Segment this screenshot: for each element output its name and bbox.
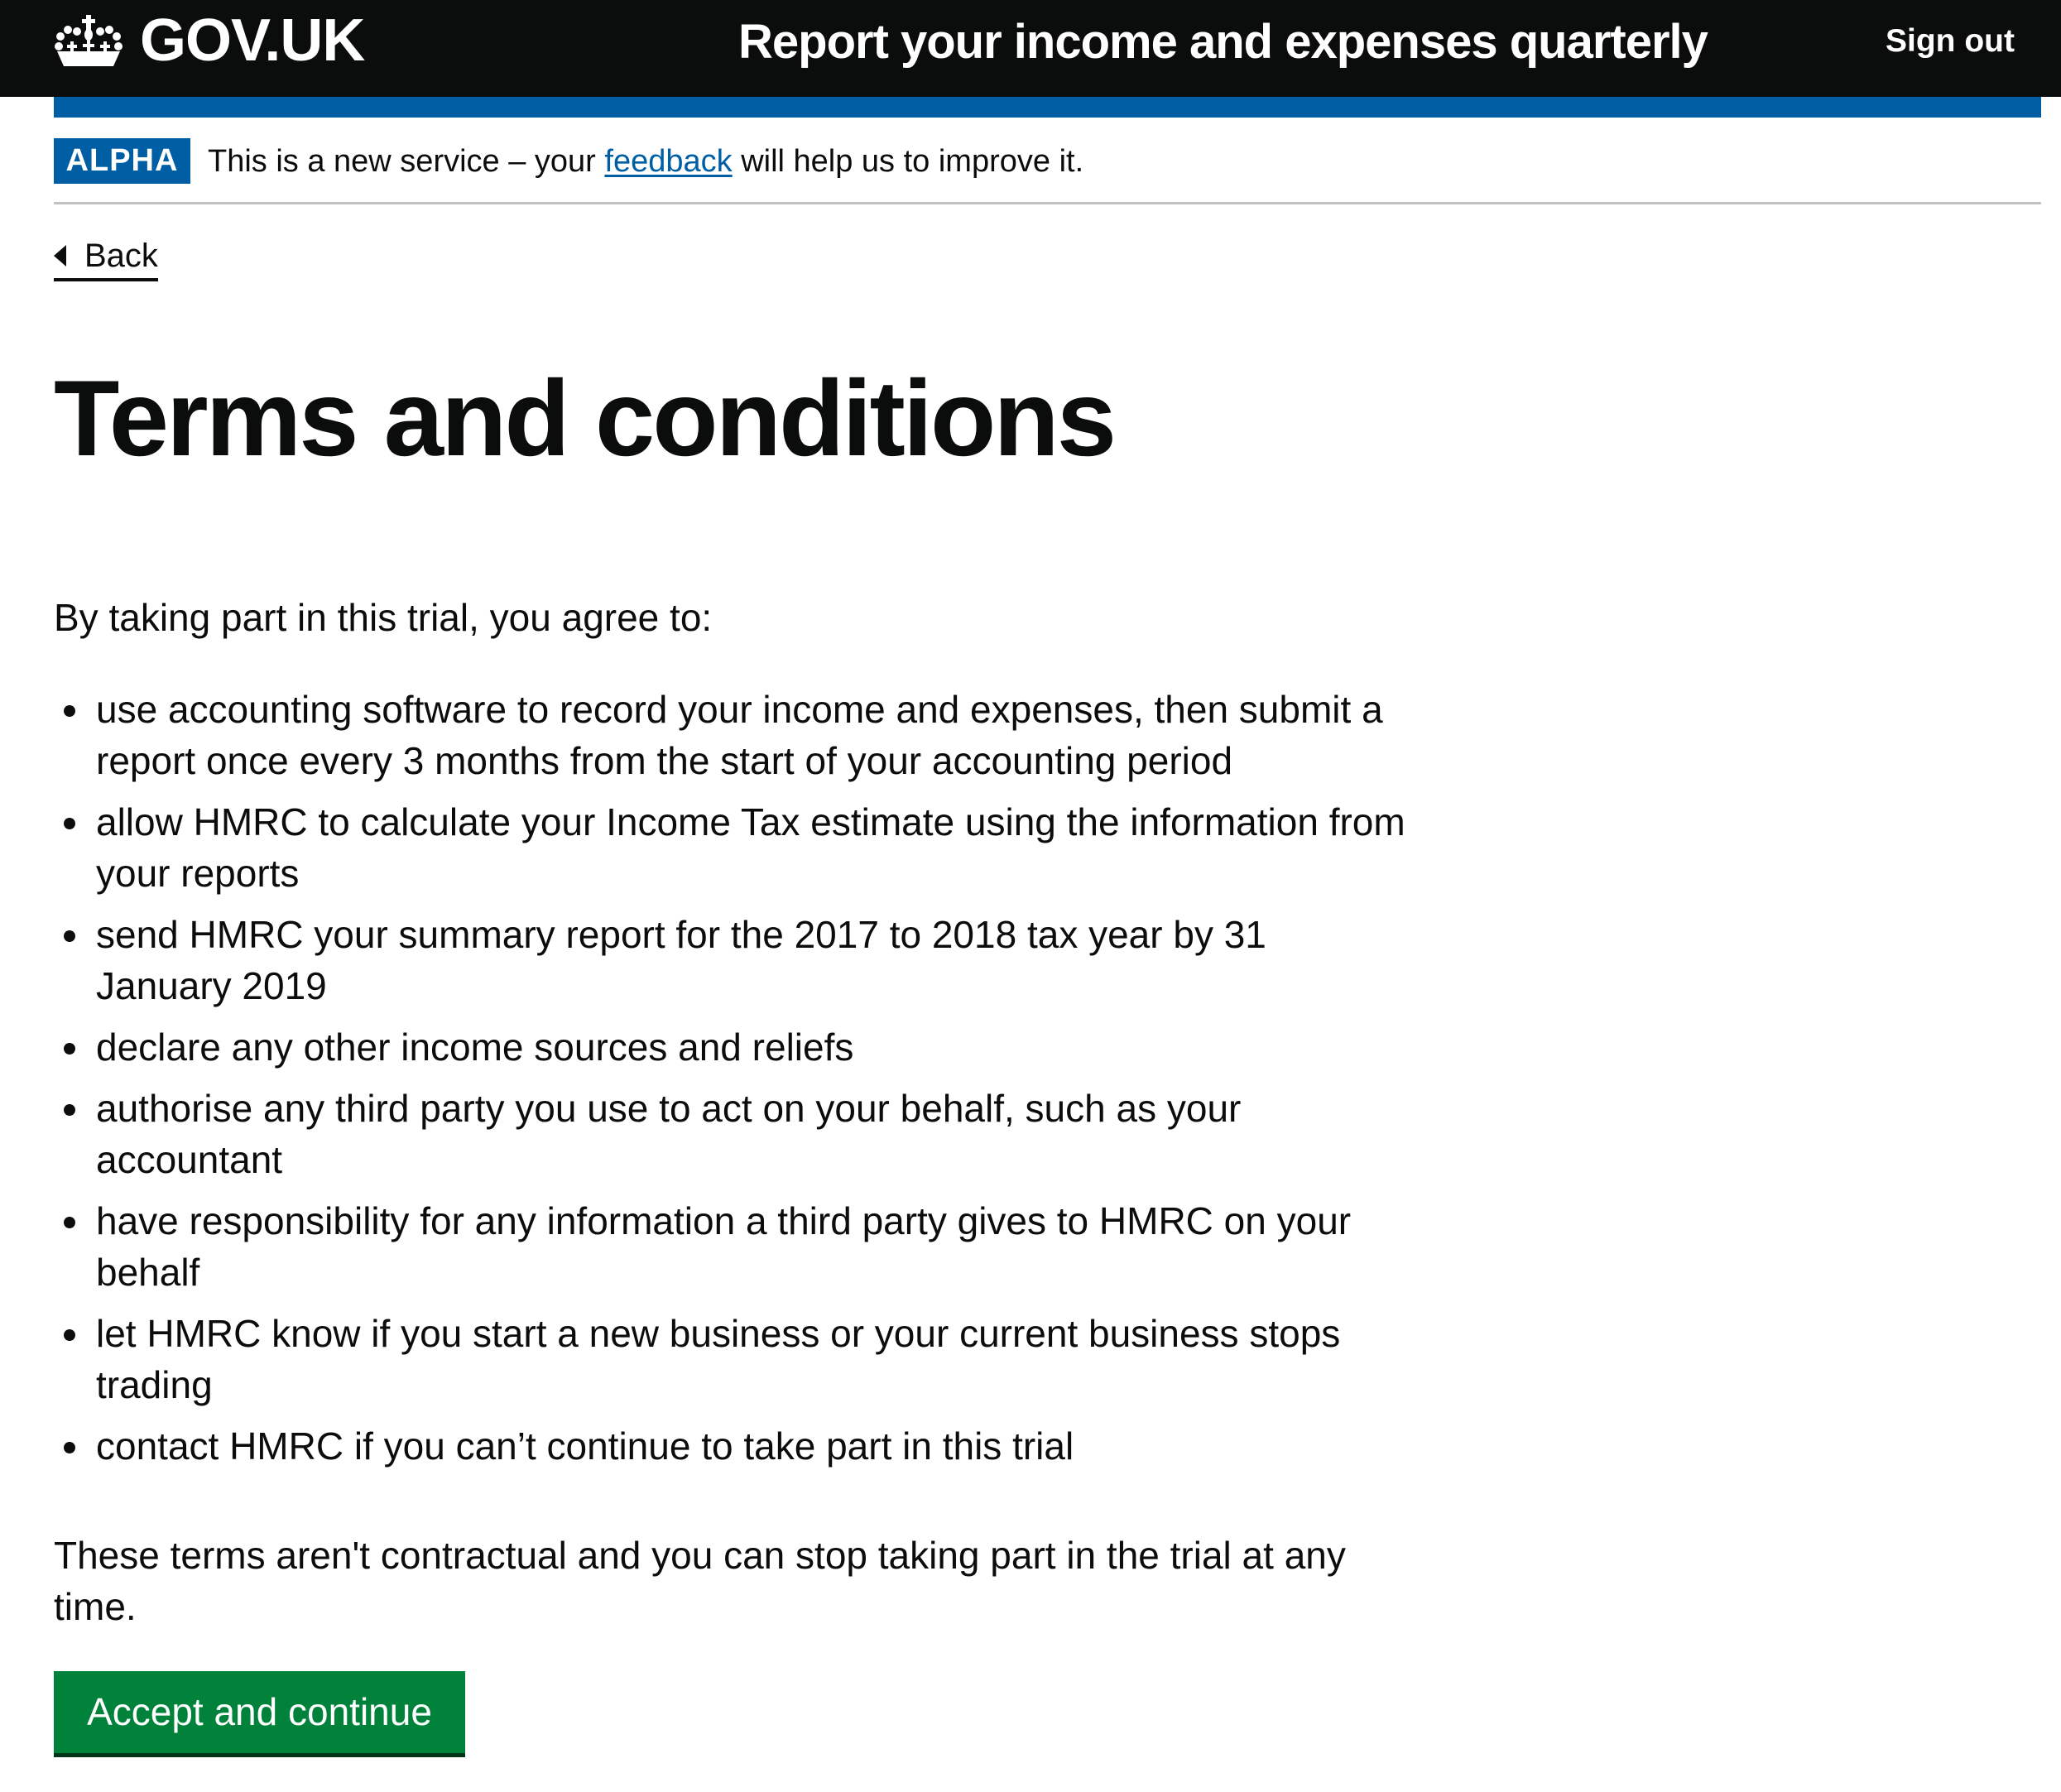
- bullet-icon: [64, 1442, 75, 1453]
- sign-out-link[interactable]: Sign out: [1886, 23, 2015, 59]
- list-item-text: declare any other income sources and reliefs: [96, 1026, 854, 1069]
- list-item-text: contact HMRC if you can’t continue to take part in this trial: [96, 1424, 1074, 1468]
- bullet-icon: [64, 1217, 75, 1228]
- list-item-text: send HMRC your summary report for the 2017 to 2018 tax year by 31 January 2019: [96, 913, 1266, 1007]
- list-item-text: have responsibility for any information a third party gives to HMRC on your behalf: [96, 1199, 1352, 1294]
- bullet-icon: [64, 1104, 75, 1116]
- phase-text-before: This is a new service – your: [208, 144, 605, 179]
- back-link[interactable]: [54, 237, 158, 281]
- phase-banner: [54, 138, 2041, 204]
- list-item-text: let HMRC know if you start a new business or your current business stops trading: [96, 1312, 1341, 1406]
- list-item: [54, 1021, 1411, 1073]
- bullet-icon: [64, 705, 75, 717]
- terms-list: [54, 684, 1411, 1482]
- list-item: [54, 1195, 1411, 1298]
- list-item: [54, 684, 1411, 786]
- list-item: [54, 1420, 1411, 1472]
- intro-text: By taking part in this trial, you agree to:: [54, 596, 713, 639]
- main-content: [54, 356, 1411, 1628]
- bullet-icon: [64, 1329, 75, 1341]
- logo-text: GOV.UK: [140, 7, 365, 74]
- list-item-text: allow HMRC to calculate your Income Tax estimate using the information from your reports: [96, 800, 1405, 895]
- crown-icon: [54, 13, 123, 68]
- page-title: Terms and conditions: [54, 358, 1115, 478]
- triangle-left-icon: [54, 245, 66, 267]
- bullet-icon: [64, 930, 75, 942]
- list-item-text: use accounting software to record your income and expenses, then submit a report once every 3 months from the start of your accounting period: [96, 688, 1383, 782]
- back-link-label: Back: [84, 238, 158, 274]
- list-item: [54, 909, 1411, 1011]
- phase-banner-text: [208, 140, 1083, 183]
- bullet-icon: [64, 818, 75, 829]
- feedback-link[interactable]: feedback: [604, 144, 733, 179]
- site-header: [0, 0, 2061, 97]
- service-name-link[interactable]: Report your income and expenses quarterly: [738, 15, 1708, 69]
- list-item: [54, 1083, 1411, 1185]
- closing-text: These terms aren't contractual and you can stop taking part in the trial at any time.: [54, 1534, 1346, 1628]
- bullet-icon: [64, 1043, 75, 1055]
- govuk-logo-link[interactable]: [54, 7, 365, 74]
- phase-tag: ALPHA: [54, 138, 190, 184]
- list-item: [54, 1308, 1411, 1410]
- list-item: [54, 796, 1411, 899]
- phase-text-after: will help us to improve it.: [732, 144, 1084, 179]
- accept-and-continue-button[interactable]: Accept and continue: [54, 1671, 465, 1753]
- header-accent-bar: [54, 97, 2041, 118]
- list-item-text: authorise any third party you use to act on your behalf, such as your accountant: [96, 1087, 1242, 1181]
